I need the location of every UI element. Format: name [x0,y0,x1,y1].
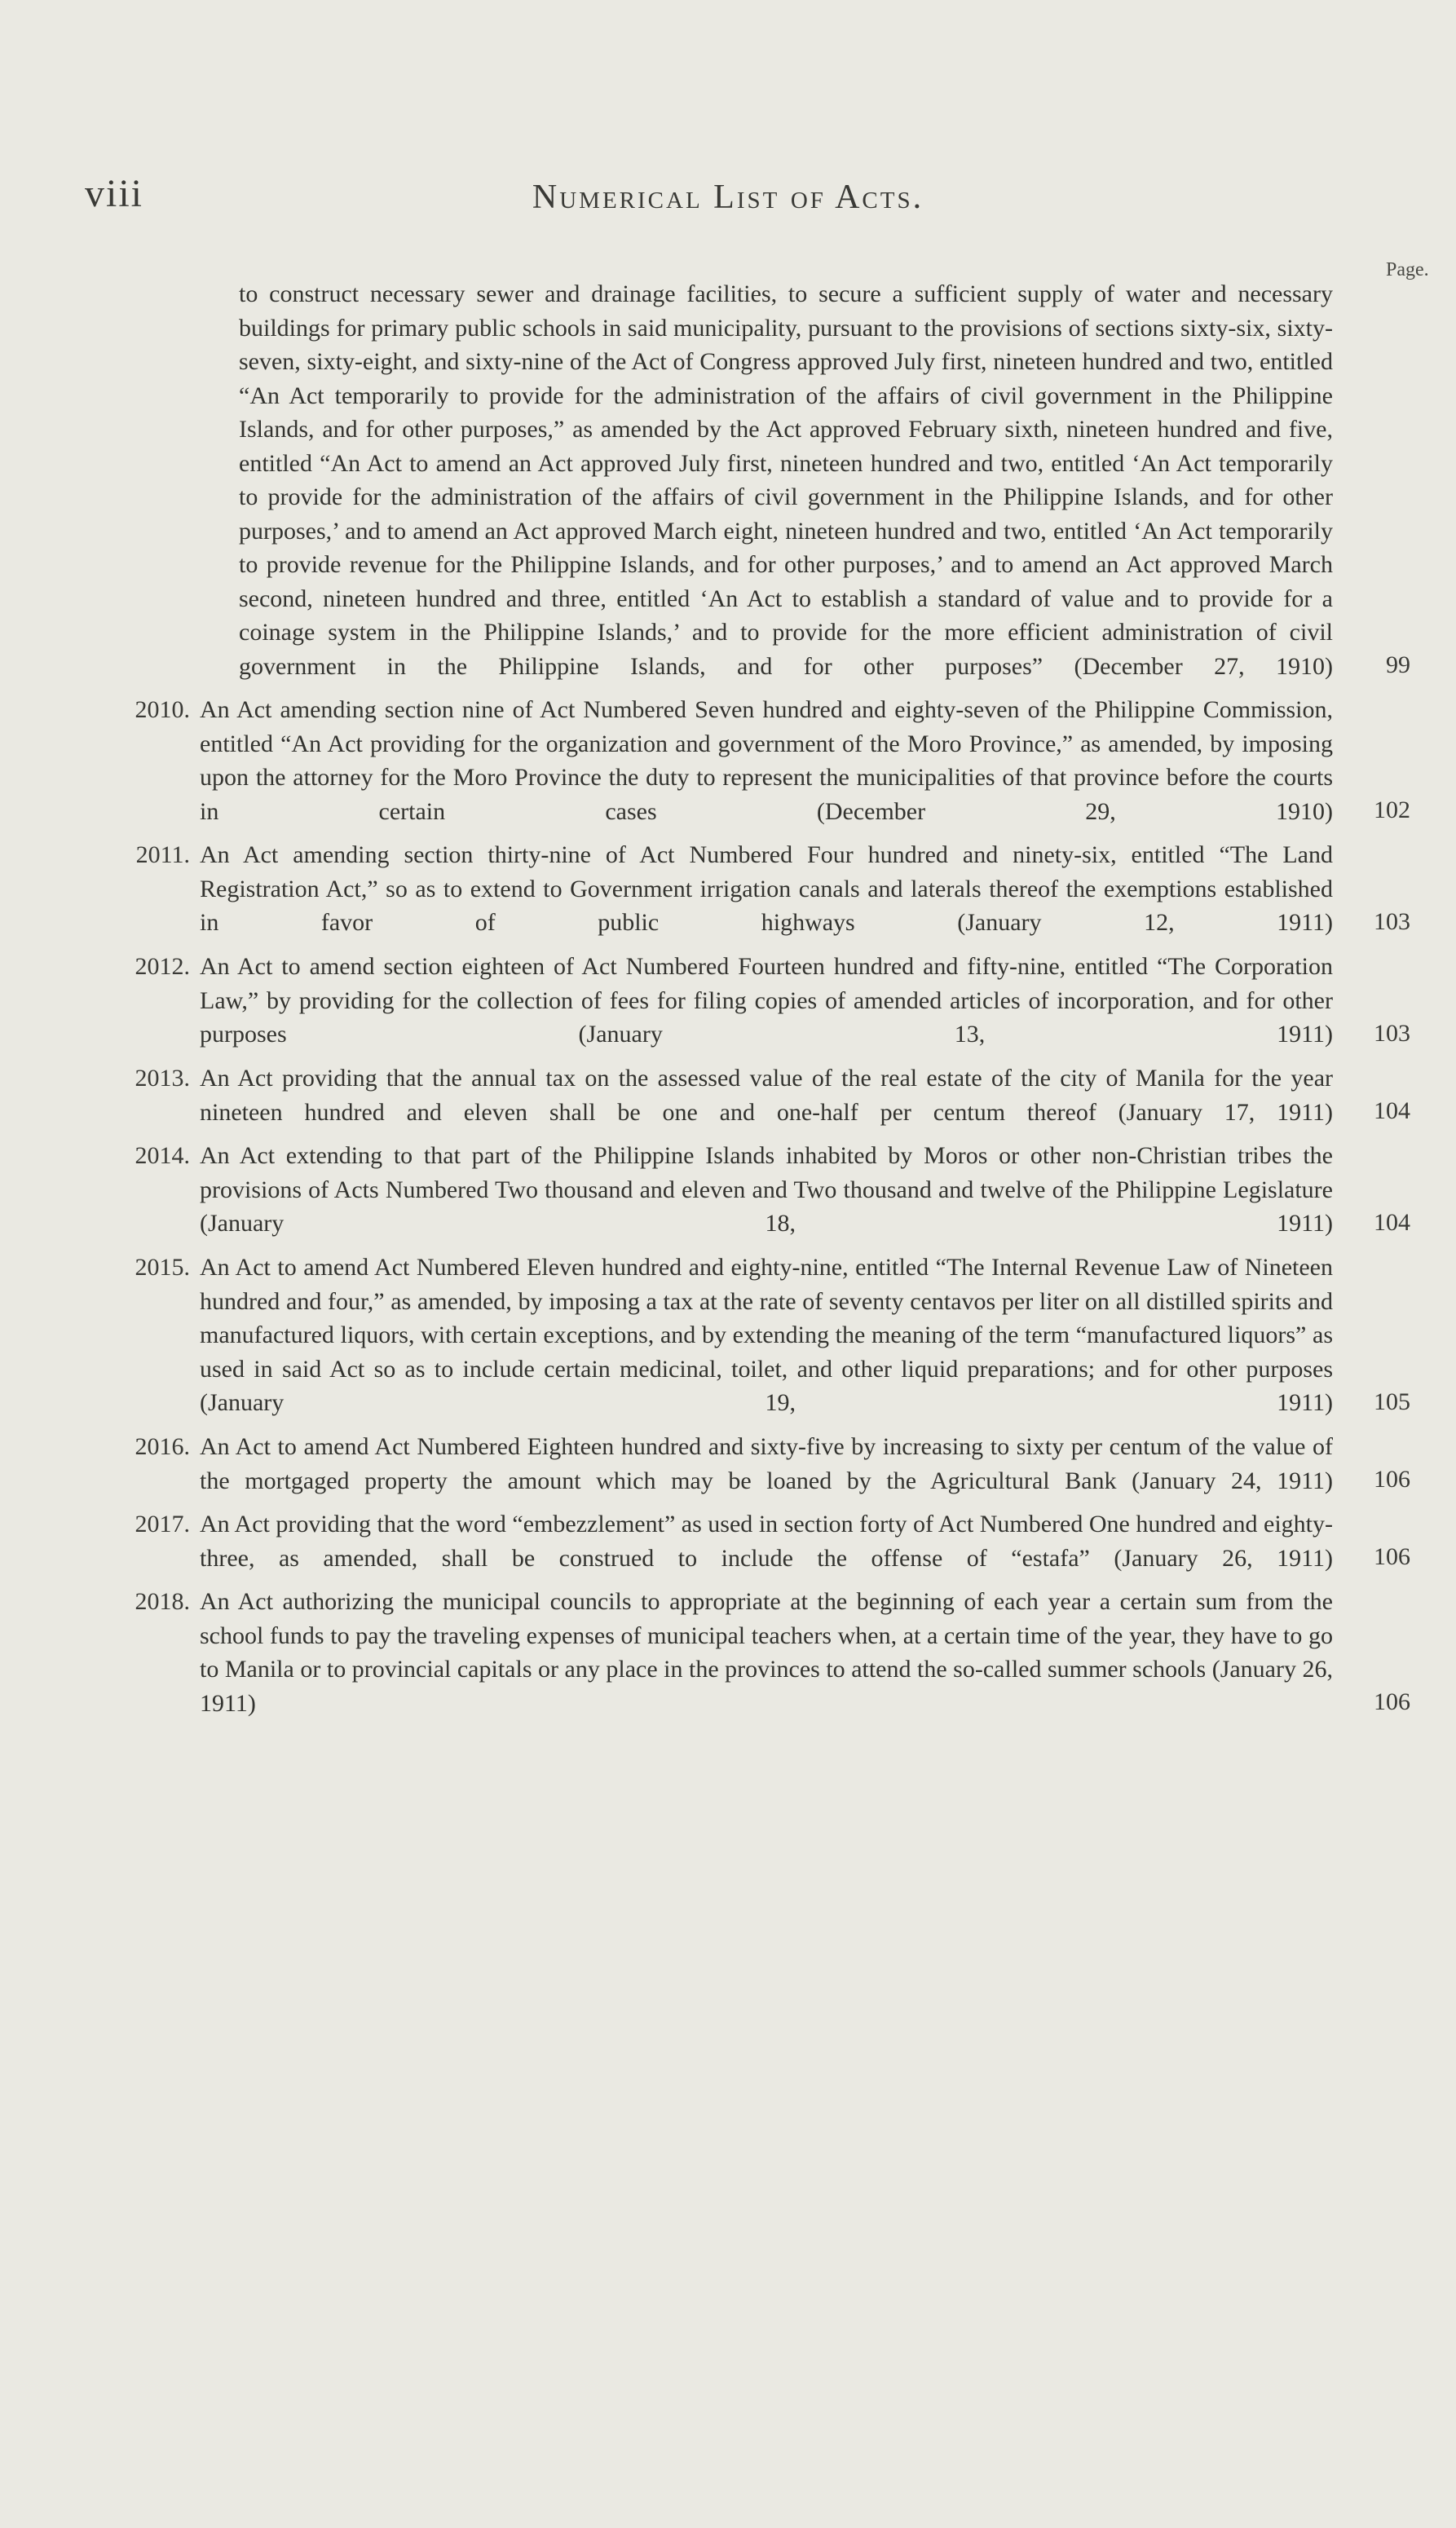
act-page: 106 [1374,1465,1410,1493]
act-number: 2015. [135,1254,190,1281]
act-page: 99 [1386,651,1410,678]
act-title: An Act to amend Act Numbered Eighteen hundred and sixty-five by increasing to sixty per centum of the value of the mortgaged property the amount which may be loaned by the Agricultural Bank [200,1433,1333,1494]
list-item [82,1061,1410,1129]
act-title: An Act providing that the annual tax on the assessed value of the real estate of the city of Manila for the year nineteen hundred and eleven shall be one and one-half per centum thereof [200,1065,1333,1126]
act-description [200,1430,1333,1498]
act-number: 2014. [135,1142,190,1169]
list-item [82,1139,1410,1241]
act-number: 2012. [135,953,190,980]
act-date: (January 24, 1911) ..... [200,1467,1333,1498]
act-description [200,1061,1333,1129]
act-title: An Act amending section nine of Act Numbered Seven hundred and eighty-seven of the Philippine Commission, entitled “An Act providing for the organization and government of the Moro Province,” as amended, by imposing upon the attorney for the Moro Province the duty to represent the municipalities of that province before the courts in certain cases [200,696,1333,825]
act-page: 106 [1374,1688,1410,1715]
list-item [82,1251,1410,1420]
act-page: 102 [1374,796,1410,823]
act-title: An Act amending section thirty-nine of Act Numbered Four hundred and ninety-six, entitled “The Land Registration Act,” so as to extend to Government irrigation canals and laterals thereof the exemptions established in favor of public highways [200,841,1333,936]
act-number: 2010. [135,696,190,723]
act-page: 104 [1374,1208,1410,1236]
act-description [200,693,1333,828]
act-description [200,1585,1333,1720]
act-page: 103 [1374,1019,1410,1047]
list-item [82,838,1410,940]
act-description [200,1251,1333,1420]
list-item [82,950,1410,1052]
act-date: (January 26, 1911) ..... [200,1545,1333,1576]
act-page: 103 [1374,907,1410,935]
act-title: to construct necessary sewer and drainage facilities, to secure a sufficient supply of water and necessary buildings for primary public schools in said municipality, pursuant to the provisions of sections sixty-six, sixty-seven, sixty-eight, and sixty-nine of the Act of Congress approved July first, nineteen hundred and two, entitled “An Act temporarily to provide for the administration of the affairs of civil government in the Philippine Islands, and for other purposes,” as amended by the Act approved February sixth, nineteen hundred and five, entitled “An Act to amend an Act approved July first, nineteen hundred and two, entitled ‘An Act temporarily to provide for the administration of the affairs of civil government in the Philippine Islands, and for other purposes,’ and to amend an Act approved March eight, nineteen hundred and two, entitled ‘An Act temporarily to provide revenue for the Philippine Islands, and for other purposes,’ and to amend an Act approved March second, nineteen hundred and three, entitled ‘An Act to establish a standard of value and to provide for a coinage system in the Philippine Islands,’ and to provide for the more efficient administration of civil government in the Philippine Islands, and for other purposes” [239,280,1333,680]
act-title: An Act authorizing the municipal councils to appropriate at the beginning of each year a certain sum from the school funds to pay the traveling expenses of municipal teachers when, at a certain time of the year, they have to go to Manila or to provincial capitals or any place in the provinces to attend the so-called summer schools [200,1588,1333,1683]
page-column-label: Page. [1386,259,1429,280]
acts-list [82,277,1410,1730]
list-item [82,1430,1410,1498]
act-page: 106 [1374,1542,1410,1570]
list-item [82,277,1410,683]
act-number: 2017. [135,1511,190,1538]
act-description [200,1507,1333,1575]
act-page: 104 [1374,1096,1410,1124]
act-date: (January 12, 1911) ..... [200,909,1333,940]
act-number: 2013. [135,1065,190,1092]
list-item [82,693,1410,828]
act-title: An Act providing that the word “embezzlement” as used in section forty of Act Numbered One hundred and eighty-three, as amended, shall be construed to include the offense of “estafa” [200,1511,1333,1572]
act-number: 2016. [135,1433,190,1460]
act-description [200,838,1333,940]
act-description [200,950,1333,1052]
act-description [200,1139,1333,1241]
act-date: (January 13, 1911) ..... [200,1021,1333,1052]
act-date: (January 17, 1911) ..... [200,1099,1333,1130]
act-title: An Act to amend Act Numbered Eleven hundred and eighty-nine, entitled “The Internal Revenue Law of Nineteen hundred and four,” as amended, by imposing a tax at the rate of seventy centavos per liter on all distilled spirits and manufactured liquors, with certain exceptions, and by extending the meaning of the term “manufactured liquors” as used in said Act so as to include certain medicinal, toilet, and other liquid preparations; and for other purposes [200,1254,1333,1383]
act-title: An Act to amend section eighteen of Act Numbered Fourteen hundred and fifty-nine, entitled “The Corporation Law,” by providing for the collection of fees for filing copies of amended articles of incorporation, and for other purposes [200,953,1333,1048]
list-item [82,1507,1410,1575]
list-item [82,1585,1410,1720]
act-number: 2018. [135,1588,190,1615]
act-title: An Act extending to that part of the Philippine Islands inhabited by Moros or other non-Christian tribes the provisions of Acts Numbered Two thousand and eleven and Two thousand and twelve of the Philippine Legislature [200,1142,1333,1203]
page-number: viii [85,172,144,215]
act-page: 105 [1374,1388,1410,1415]
act-description [200,277,1333,683]
act-date: (January 19, 1911) ..... [200,1389,1333,1420]
act-date: (January 26, 1911) ..... [200,1656,1333,1720]
act-date: (December 29, 1910) ..... [200,798,1333,829]
act-number: 2011. [135,841,190,868]
running-head: Numerical List of Acts. [532,179,924,216]
act-date: (January 18, 1911) ..... [200,1210,1333,1241]
act-date: (December 27, 1910) ..... [239,653,1333,684]
act-number [82,277,200,683]
